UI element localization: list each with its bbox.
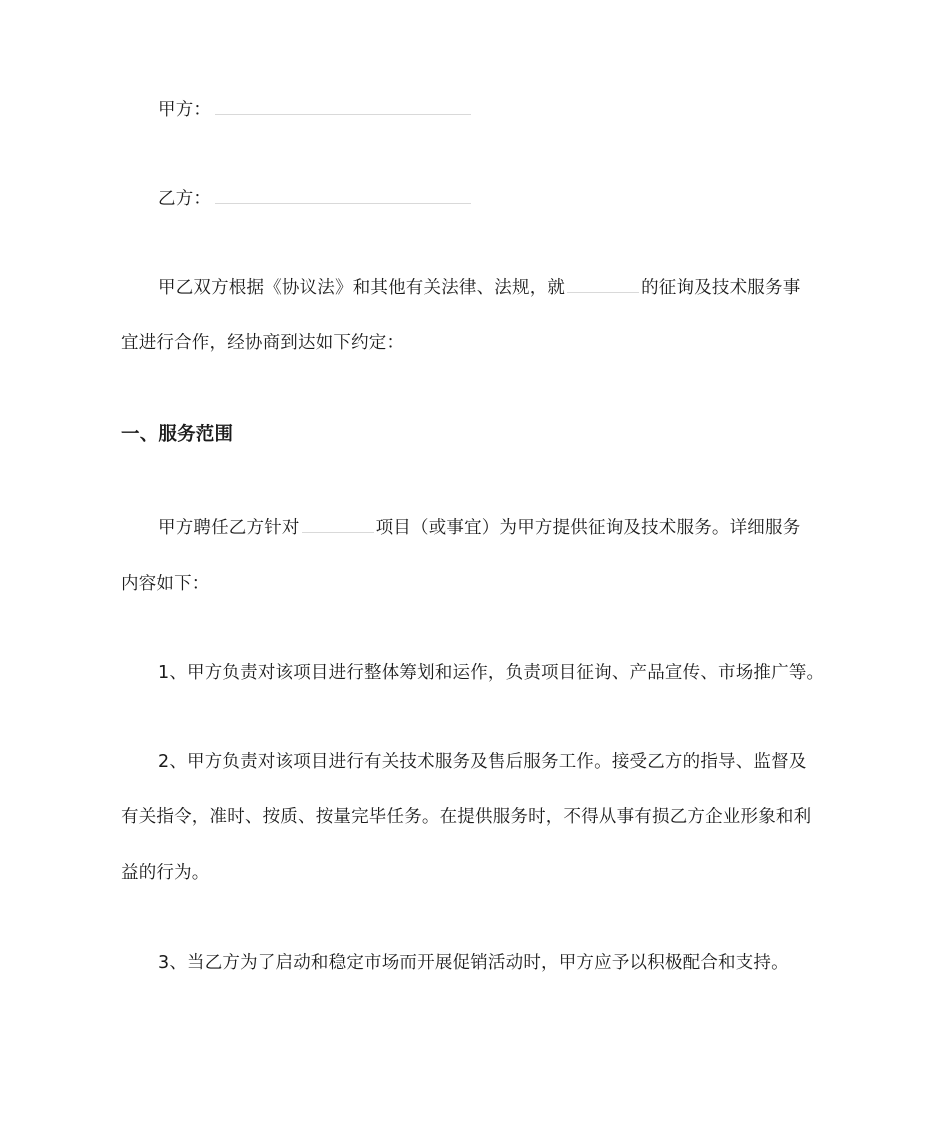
service-item-2-line-3: 益的行为。 [121, 863, 210, 883]
scope-line-1 [158, 516, 800, 540]
intro-text-after: 的征询及技术服务事 [641, 278, 801, 298]
scope-project-blank[interactable] [302, 516, 374, 533]
intro-line-2: 宜进行合作，经协商到达如下约定： [121, 333, 405, 353]
party-a-row [158, 98, 471, 122]
service-item-3: 3、当乙方为了启动和稳定市场而开展促销活动时，甲方应予以积极配合和支持。 [158, 953, 789, 973]
party-b-row [158, 187, 471, 211]
service-item-1: 1、甲方负责对该项目进行整体筹划和运作，负责项目征询、产品宣传、市场推广等。 [158, 663, 825, 683]
intro-project-blank[interactable] [567, 276, 639, 293]
section-1-heading: 一、服务范围 [121, 424, 234, 445]
scope-text-after: 项目（或事宜）为甲方提供征询及技术服务。详细服务 [375, 518, 801, 538]
intro-text-before: 甲乙双方根据《协议法》和其他有关法律、法规，就 [158, 278, 566, 298]
scope-line-2: 内容如下： [121, 574, 210, 594]
party-a-blank-field[interactable] [215, 98, 471, 115]
party-a-label: 甲方： [158, 100, 212, 120]
intro-line-1 [158, 276, 800, 300]
party-b-label: 乙方： [158, 189, 212, 209]
service-item-2-line-2: 有关指令，准时、按质、按量完毕任务。在提供服务时，不得从事有损乙方企业形象和利 [121, 807, 812, 827]
service-item-2-line-1: 2、甲方负责对该项目进行有关技术服务及售后服务工作。接受乙方的指导、监督及 [158, 752, 807, 772]
party-b-blank-field[interactable] [215, 187, 471, 204]
scope-text-before: 甲方聘任乙方针对 [158, 518, 300, 538]
